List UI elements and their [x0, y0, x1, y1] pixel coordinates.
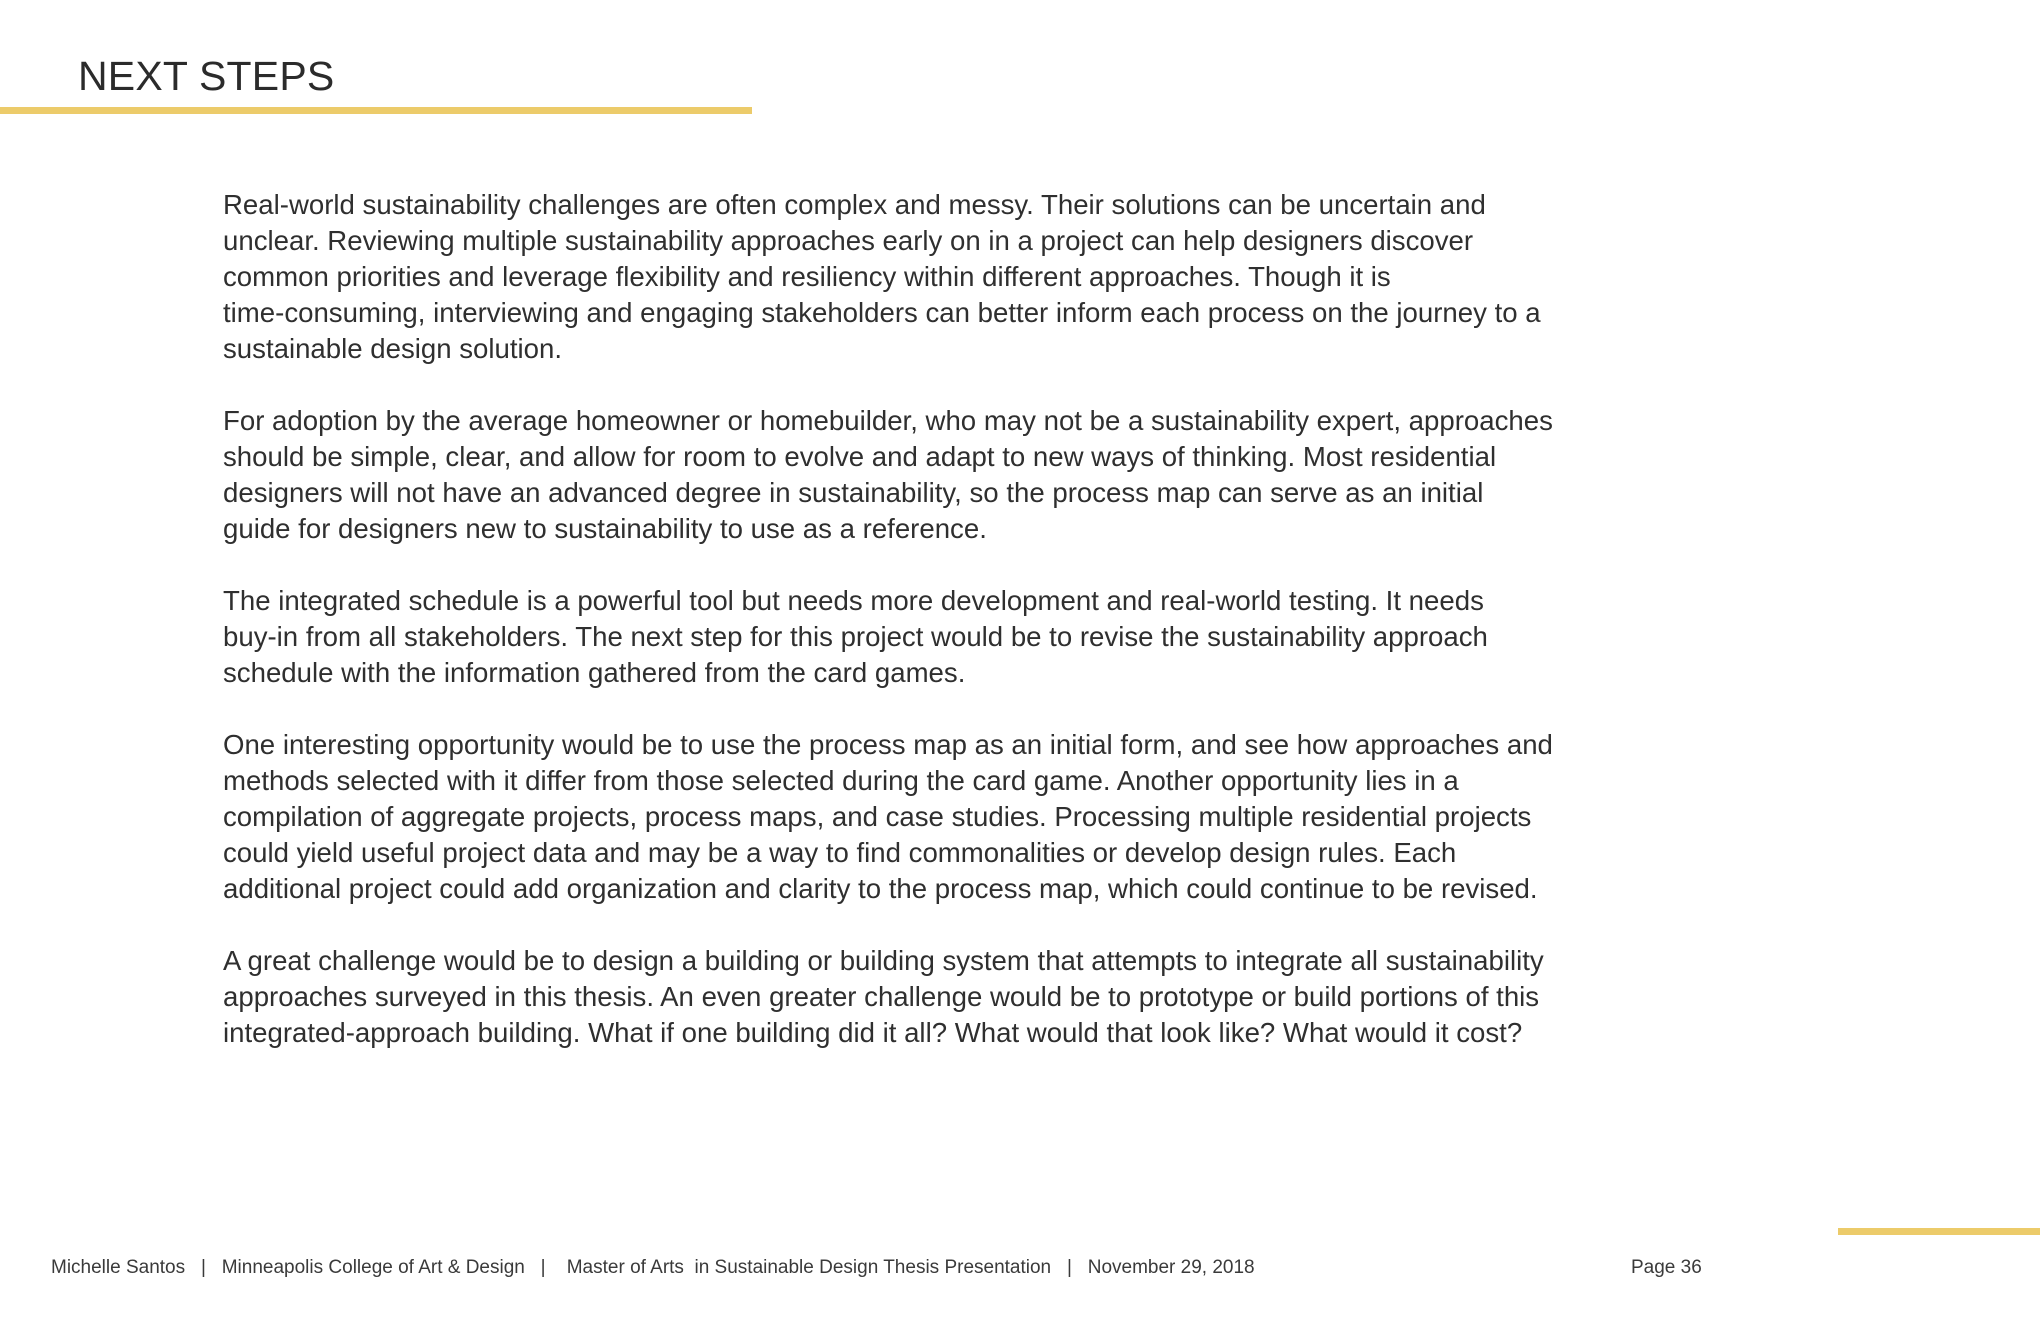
paragraph-2: For adoption by the average homeowner or homebuilder, who may not be a sustainability expert, approaches should be simple, clear, and allow for room to evolve and adapt to new ways of thinking. Most residential designers will not have an advanced degree in sustainability, so the process map can serve as an initial guide for designers new to sustainability to use as a reference. [223, 405, 1553, 544]
paragraph-3: The integrated schedule is a powerful tool but needs more development and real-world testing. It needs buy-in from all stakeholders. The next step for this project would be to revise the sustainability approach schedule with the information gathered from the card games. [223, 585, 1488, 688]
footer-accent-rule [1838, 1228, 2040, 1235]
title-underline [0, 107, 752, 114]
paragraph-1: Real-world sustainability challenges are often complex and messy. Their solutions can be uncertain and unclear. Reviewing multiple sustainability approaches early on in a project can help designers discover common priorities and leverage flexibility and resiliency within different approaches. Though it is time-consuming, interviewing and engaging stakeholders can better inform each process on the journey to a sustainable design solution. [223, 189, 1541, 364]
page-number: Page 36 [1631, 1257, 1702, 1278]
paragraph-5: A great challenge would be to design a building or building system that attempts to integrate all sustainability approaches surveyed in this thesis. An even greater challenge would be to prototype or build portions of this integrated-approach building. What if one building did it all? What would that look like? What would it cost? [223, 945, 1544, 1048]
page-title: NEXT STEPS [78, 53, 335, 99]
body-text [223, 187, 1723, 1087]
paragraph-4: One interesting opportunity would be to use the process map as an initial form, and see how approaches and methods selected with it differ from those selected during the card game. Another opportunity lies in a compilation of aggregate projects, process maps, and case studies. Processing multiple residential projects could yield useful project data and may be a way to find commonalities or develop design rules. Each additional project could add organization and clarity to the process map, which could continue to be revised. [223, 729, 1553, 904]
footer-credits: Michelle Santos | Minneapolis College of Art & Design | Master of Arts in Sustainable Design Thesis Presentation | November 29, 2018 [51, 1257, 1255, 1278]
